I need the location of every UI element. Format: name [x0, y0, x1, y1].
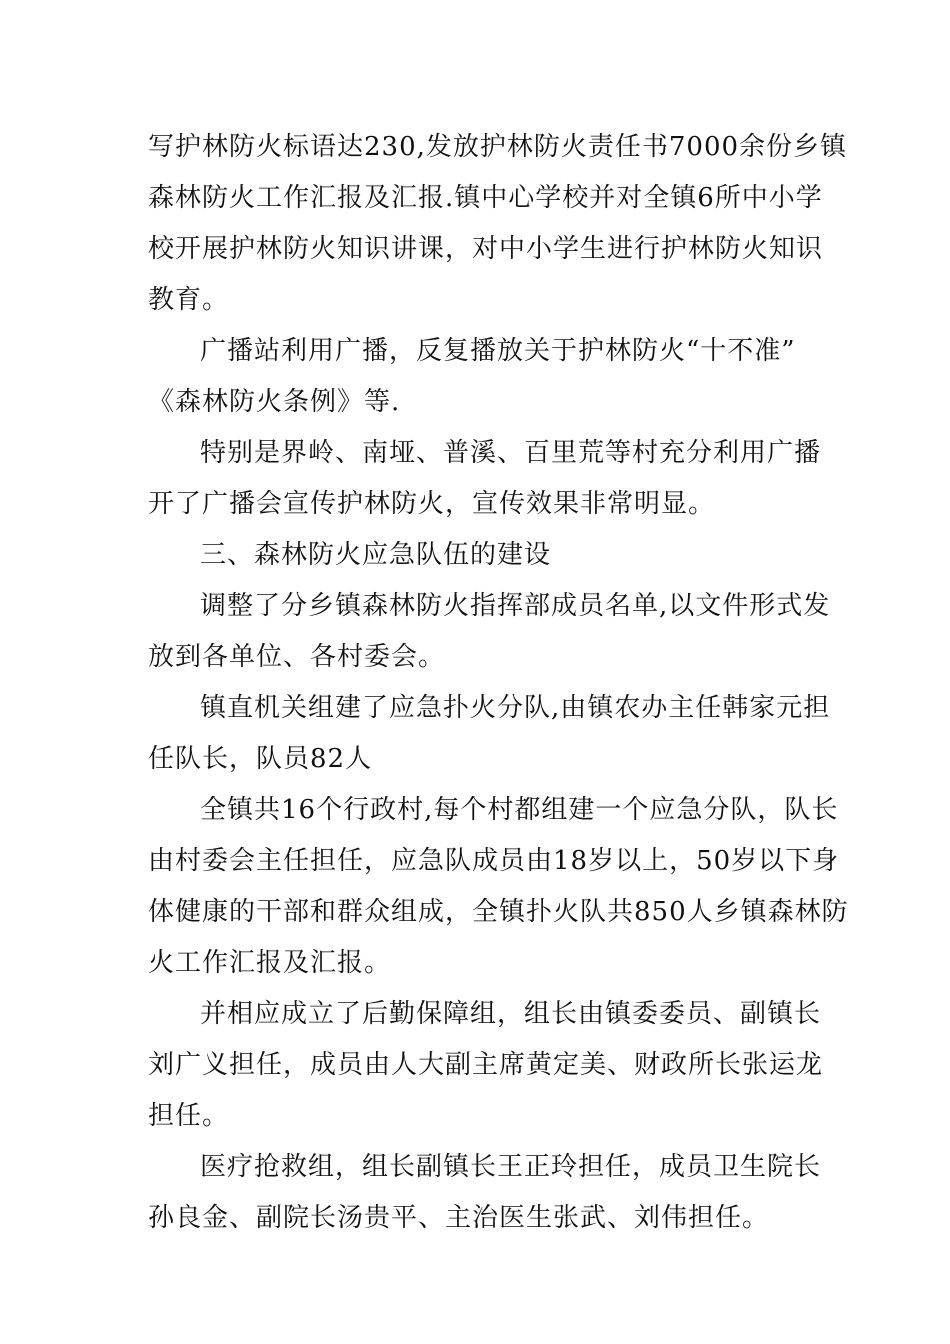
- text-line: 教育。: [148, 285, 230, 315]
- text-line: 由村委会主任担任，应急队成员由18岁以上，50岁以下身: [148, 846, 840, 876]
- text-line: 刘广义担任，成员由人大副主席黄定美、财政所长张运龙: [148, 1050, 824, 1080]
- paragraph-first-line: 广播站利用广播，反复播放关于护林防火“十不准”: [200, 336, 796, 366]
- text-line: 体健康的干部和群众组成，全镇扑火队共850人乡镇森林防: [148, 897, 849, 927]
- paragraph-first-line: 镇直机关组建了应急扑火分队,由镇农办主任韩家元担: [200, 693, 831, 723]
- text-line: 火工作汇报及汇报。: [148, 948, 392, 978]
- text-line: 校开展护林防火知识讲课，对中小学生进行护林防火知识: [148, 234, 824, 264]
- text-line: 担任。: [148, 1101, 230, 1131]
- text-line: 写护林防火标语达230,发放护林防火责任书7000余份乡镇: [148, 132, 848, 162]
- text-line: 《森林防火条例》等.: [148, 387, 401, 417]
- text-line: 森林防火工作汇报及汇报.镇中心学校并对全镇6所中小学: [148, 183, 823, 213]
- paragraph-first-line: 调整了分乡镇森林防火指挥部成员名单,以文件形式发: [200, 591, 831, 621]
- text-line: 任队长，队员82人: [148, 744, 373, 774]
- paragraph-first-line: 医疗抢救组，组长副镇长王正玲担任，成员卫生院长: [200, 1152, 822, 1182]
- paragraph-first-line: 全镇共16个行政村,每个村都组建一个应急分队，队长: [200, 795, 839, 825]
- section-heading: 三、森林防火应急队伍的建设: [200, 540, 552, 570]
- text-line: 开了广播会宣传护林防火，宣传效果非常明显。: [148, 489, 716, 519]
- text-line: 孙良金、副院长汤贵平、主治医生张武、刘伟担任。: [148, 1203, 770, 1233]
- paragraph-first-line: 并相应成立了后勤保障组，组长由镇委委员、副镇长: [200, 999, 822, 1029]
- paragraph-first-line: 特别是界岭、南垭、普溪、百里荒等村充分利用广播: [200, 438, 822, 468]
- document-body: [148, 122, 849, 1244]
- text-line: 放到各单位、各村委会。: [148, 642, 446, 672]
